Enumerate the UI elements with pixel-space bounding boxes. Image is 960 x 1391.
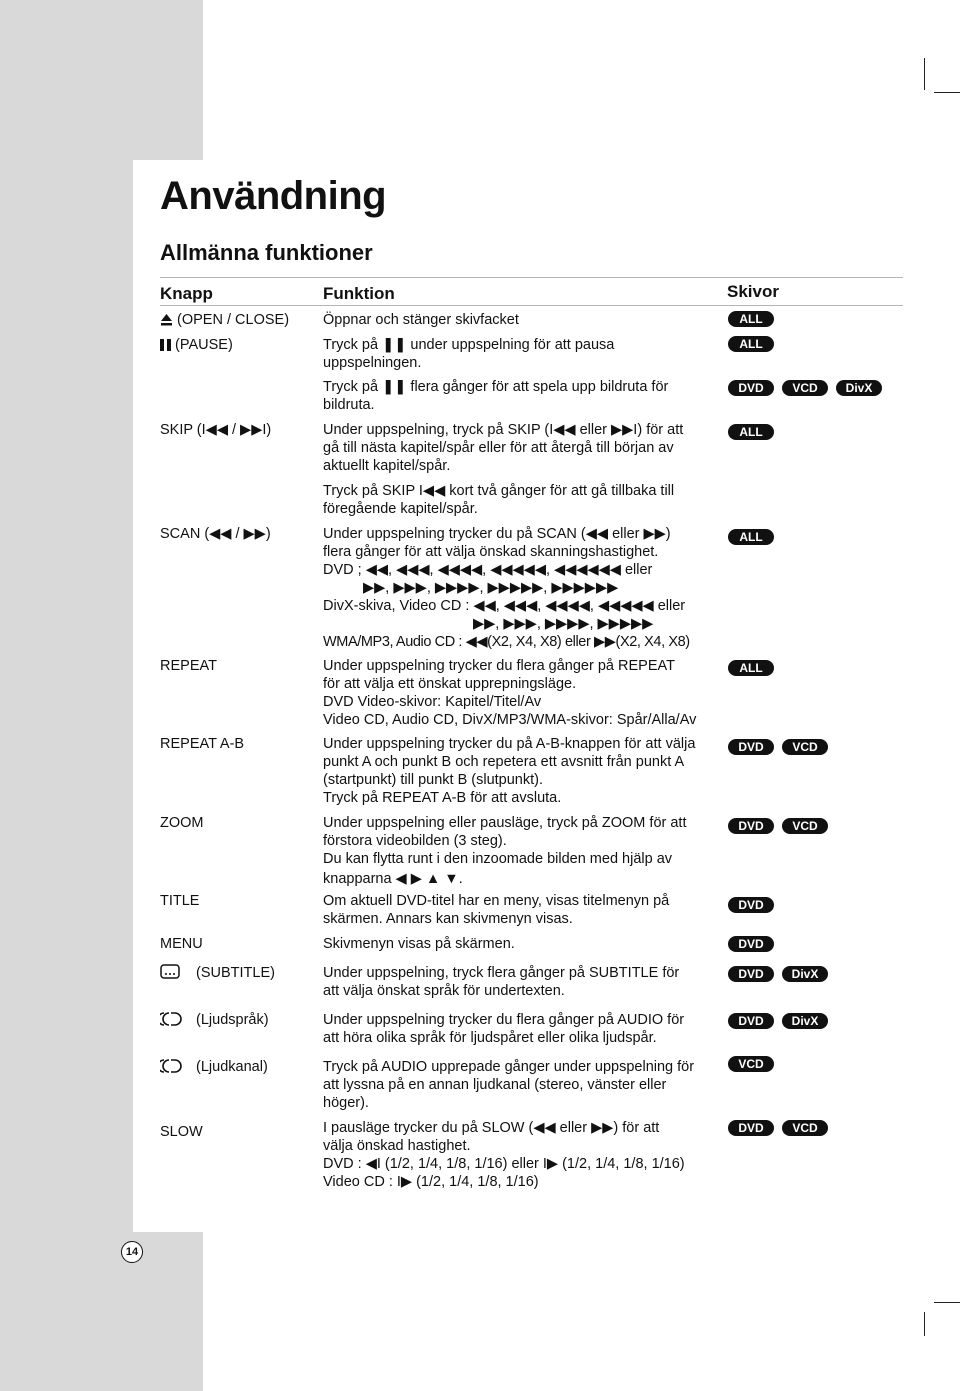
function-line: Under uppspelning trycker du flera gånger på AUDIO för bbox=[323, 1012, 685, 1028]
function-line: Skivmenyn visas på skärmen. bbox=[323, 936, 515, 952]
function-line: DVD Video-skivor: Kapitel/Titel/Av bbox=[323, 694, 542, 710]
function-line: punkt A och punkt B och repetera ett avsnitt från punkt A bbox=[323, 754, 685, 770]
disc-badges bbox=[728, 897, 774, 913]
function-line: att välja önskat språk för undertexten. bbox=[323, 983, 565, 999]
function-line: skärmen. Annars kan skivmenyn visas. bbox=[323, 911, 573, 927]
function-cell bbox=[323, 935, 718, 953]
disc-badge: ALL bbox=[728, 660, 774, 676]
key-cell bbox=[160, 311, 289, 329]
function-line: bildruta. bbox=[323, 397, 375, 413]
function-cell bbox=[323, 482, 718, 518]
divider bbox=[160, 305, 903, 306]
function-line: WMA/MP3, Audio CD : ◀◀(X2, X4, X8) eller ▶▶(X2, X4, X8) bbox=[323, 634, 690, 650]
function-cell bbox=[323, 525, 718, 651]
disc-badge: DivX bbox=[836, 380, 882, 396]
function-line: föregående kapitel/spår. bbox=[323, 501, 478, 517]
disc-badge: DVD bbox=[728, 380, 774, 396]
disc-badge: DVD bbox=[728, 897, 774, 913]
crop-mark bbox=[924, 1312, 925, 1336]
crop-mark bbox=[934, 1302, 960, 1303]
function-cell bbox=[323, 1011, 718, 1047]
function-line: aktuellt kapitel/spår. bbox=[323, 458, 451, 474]
eject-icon bbox=[160, 313, 173, 326]
key-cell bbox=[160, 1123, 203, 1141]
function-line: Tryck på SKIP I◀◀ kort två gånger för att gå tillbaka till bbox=[323, 483, 675, 499]
function-line: Under uppspelning eller pausläge, tryck på ZOOM för att bbox=[323, 815, 687, 831]
column-header-discs: Skivor bbox=[727, 282, 779, 301]
disc-badge: DVD bbox=[728, 966, 774, 982]
function-line: välja önskad hastighet. bbox=[323, 1138, 471, 1154]
key-cell bbox=[160, 525, 271, 543]
key-label: (PAUSE) bbox=[175, 337, 233, 353]
function-line: ▶▶, ▶▶▶, ▶▶▶▶, ▶▶▶▶▶ bbox=[473, 616, 654, 632]
disc-badges bbox=[728, 529, 774, 545]
subtitle-icon bbox=[160, 964, 180, 979]
key-cell bbox=[160, 735, 244, 753]
key-cell bbox=[160, 336, 233, 354]
function-cell bbox=[323, 964, 718, 1000]
function-line: gå till nästa kapitel/spår eller för att återgå till början av bbox=[323, 440, 674, 456]
key-cell bbox=[160, 814, 204, 832]
disc-badge: DVD bbox=[728, 818, 774, 834]
function-line: Tryck på REPEAT A-B för att avsluta. bbox=[323, 790, 562, 806]
key-label: TITLE bbox=[160, 893, 200, 909]
function-line: Tryck på AUDIO upprepade gånger under uppspelning för bbox=[323, 1059, 695, 1075]
key-cell bbox=[160, 935, 203, 953]
key-cell bbox=[160, 421, 271, 439]
audio-icon bbox=[160, 1059, 184, 1073]
disc-badge: VCD bbox=[728, 1056, 774, 1072]
page-title: Användning bbox=[160, 174, 387, 218]
function-line: Om aktuell DVD-titel har en meny, visas titelmenyn på bbox=[323, 893, 670, 909]
page-number: 14 bbox=[121, 1241, 143, 1263]
disc-badges bbox=[728, 380, 882, 396]
disc-badges bbox=[728, 739, 828, 755]
key-cell bbox=[160, 892, 199, 910]
disc-badges bbox=[728, 311, 774, 327]
function-cell bbox=[323, 336, 718, 372]
page-margin-top bbox=[0, 0, 203, 160]
disc-badge: ALL bbox=[728, 336, 774, 352]
disc-badges bbox=[728, 336, 774, 352]
disc-badge: ALL bbox=[728, 311, 774, 327]
key-label: (SUBTITLE) bbox=[196, 965, 275, 981]
disc-badges bbox=[728, 818, 828, 834]
function-line: I pausläge trycker du på SLOW (◀◀ eller ▶▶) för att bbox=[323, 1120, 660, 1136]
key-label: SKIP (I◀◀ / ▶▶I) bbox=[160, 422, 272, 438]
key-label: ZOOM bbox=[160, 815, 204, 831]
column-header-key: Knapp bbox=[160, 284, 213, 303]
disc-badge: VCD bbox=[782, 380, 828, 396]
function-line: knapparna ◀ ▶ ▲ ▼. bbox=[323, 871, 463, 887]
function-line: Du kan flytta runt i den inzoomade bilden med hjälp av bbox=[323, 851, 673, 867]
key-label: REPEAT A-B bbox=[160, 736, 245, 752]
function-line: Tryck på ❚❚ under uppspelning för att pausa bbox=[323, 337, 615, 353]
disc-badges bbox=[728, 1013, 828, 1029]
function-line: uppspelningen. bbox=[323, 355, 422, 371]
function-line: Öppnar och stänger skivfacket bbox=[323, 312, 519, 328]
function-line: Under uppspelning trycker du på SCAN (◀◀ eller ▶▶) bbox=[323, 526, 671, 542]
section-title: Allmänna funktioner bbox=[160, 240, 373, 265]
key-label: (Ljudspråk) bbox=[196, 1012, 269, 1028]
disc-badges bbox=[728, 1120, 828, 1136]
key-label: REPEAT bbox=[160, 658, 217, 674]
function-line: Video CD, Audio CD, DivX/MP3/WMA-skivor: Spår/Alla/Av bbox=[323, 712, 697, 728]
function-cell bbox=[323, 735, 718, 807]
function-line: att höra olika språk för ljudspåret eller olika ljudspår. bbox=[323, 1030, 657, 1046]
disc-badge: DVD bbox=[728, 1120, 774, 1136]
disc-badge: DVD bbox=[728, 936, 774, 952]
key-label: MENU bbox=[160, 936, 203, 952]
function-cell bbox=[323, 1119, 718, 1191]
disc-badge: DivX bbox=[782, 966, 828, 982]
disc-badge: VCD bbox=[782, 818, 828, 834]
function-line: DivX-skiva, Video CD : ◀◀, ◀◀◀, ◀◀◀◀, ◀◀◀◀◀ eller bbox=[323, 598, 686, 614]
disc-badges bbox=[728, 966, 828, 982]
audio-icon bbox=[160, 1012, 184, 1026]
disc-badges bbox=[728, 936, 774, 952]
function-cell bbox=[323, 892, 718, 928]
function-line: Under uppspelning trycker du på A-B-knappen för att välja bbox=[323, 736, 696, 752]
function-cell bbox=[323, 814, 718, 888]
function-line: DVD ; ◀◀, ◀◀◀, ◀◀◀◀, ◀◀◀◀◀, ◀◀◀◀◀◀ eller bbox=[323, 562, 653, 578]
disc-badges bbox=[728, 424, 774, 440]
disc-badge: VCD bbox=[782, 1120, 828, 1136]
key-cell bbox=[160, 1058, 268, 1076]
key-cell bbox=[160, 1011, 269, 1029]
function-line: Under uppspelning trycker du flera gånger på REPEAT bbox=[323, 658, 675, 674]
disc-badge: ALL bbox=[728, 424, 774, 440]
crop-mark bbox=[924, 58, 925, 90]
key-label: (OPEN / CLOSE) bbox=[177, 312, 290, 328]
function-line: Tryck på ❚❚ flera gånger för att spela upp bildruta för bbox=[323, 379, 669, 395]
key-cell bbox=[160, 657, 217, 675]
function-line: Under uppspelning, tryck flera gånger på SUBTITLE för bbox=[323, 965, 680, 981]
column-header-function: Funktion bbox=[323, 284, 395, 303]
function-cell bbox=[323, 311, 718, 329]
page-margin-bottom bbox=[0, 1232, 203, 1391]
disc-badges bbox=[728, 660, 774, 676]
function-line: höger). bbox=[323, 1095, 369, 1111]
function-line: förstora videobilden (3 steg). bbox=[323, 833, 507, 849]
disc-badge: DVD bbox=[728, 739, 774, 755]
function-cell bbox=[323, 657, 718, 729]
disc-badges bbox=[728, 1056, 774, 1072]
function-cell bbox=[323, 421, 718, 475]
function-line: Video CD : I▶ (1/2, 1/4, 1/8, 1/16) bbox=[323, 1174, 539, 1190]
pause-icon bbox=[160, 339, 171, 351]
key-label: SLOW bbox=[160, 1124, 203, 1140]
disc-badge: DivX bbox=[782, 1013, 828, 1029]
function-line: (startpunkt) till punkt B (slutpunkt). bbox=[323, 772, 543, 788]
disc-badge: ALL bbox=[728, 529, 774, 545]
function-line: Under uppspelning, tryck på SKIP (I◀◀ eller ▶▶I) för att bbox=[323, 422, 684, 438]
key-label: SCAN (◀◀ / ▶▶) bbox=[160, 526, 271, 542]
function-line: flera gånger för att välja önskad skanningshastighet. bbox=[323, 544, 659, 560]
page-margin-side bbox=[0, 0, 133, 1391]
function-line: för att välja ett önskat upprepningsläge. bbox=[323, 676, 577, 692]
crop-mark bbox=[934, 92, 960, 93]
function-line: ▶▶, ▶▶▶, ▶▶▶▶, ▶▶▶▶▶, ▶▶▶▶▶▶ bbox=[363, 580, 619, 596]
function-line: att lyssna på en annan ljudkanal (stereo, vänster eller bbox=[323, 1077, 667, 1093]
key-label: (Ljudkanal) bbox=[196, 1059, 268, 1075]
function-cell bbox=[323, 378, 718, 414]
divider bbox=[160, 277, 903, 278]
function-line: DVD : ◀I (1/2, 1/4, 1/8, 1/16) eller I▶ (1/2, 1/4, 1/8, 1/16) bbox=[323, 1156, 685, 1172]
function-cell bbox=[323, 1058, 718, 1112]
key-cell bbox=[160, 964, 275, 982]
disc-badge: VCD bbox=[782, 739, 828, 755]
disc-badge: DVD bbox=[728, 1013, 774, 1029]
